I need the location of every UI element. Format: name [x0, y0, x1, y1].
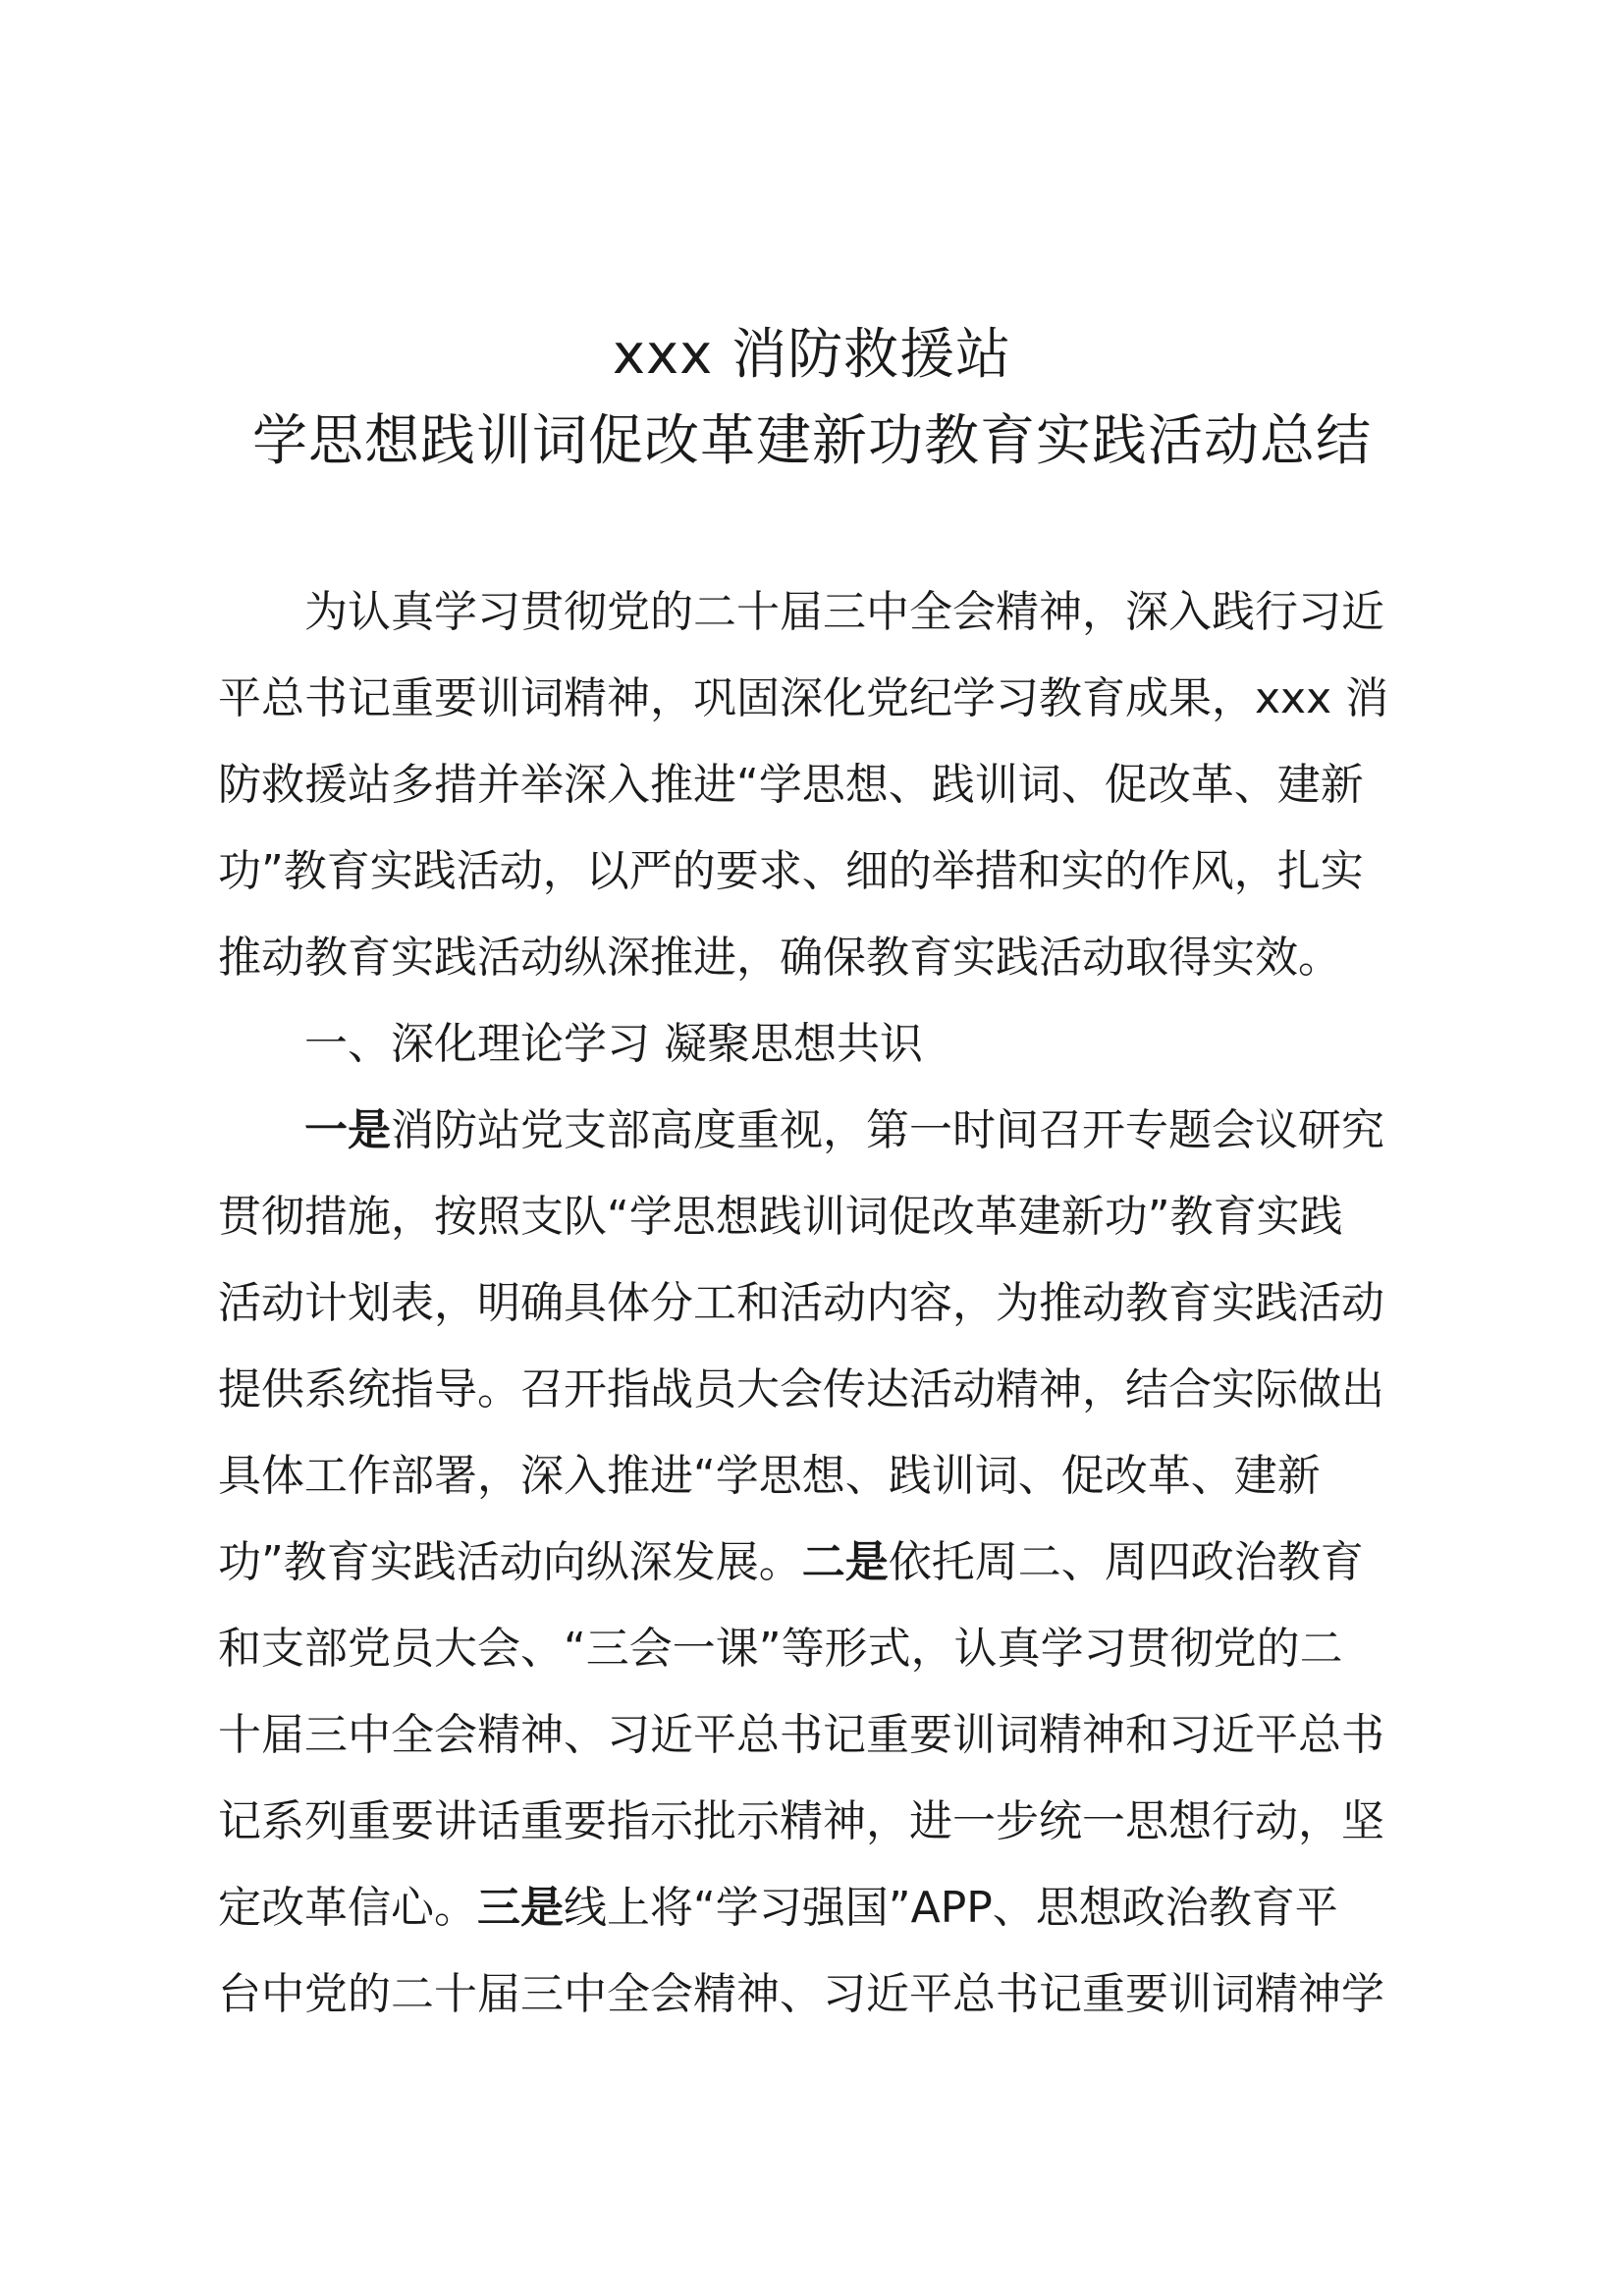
intro-line-3: 防救援站多措并举深入推进“学思想、践训词、促改革、建新	[218, 760, 1364, 810]
title-line-subject: 学思想践训词促改革建新功教育实践活动总结	[252, 409, 1372, 473]
section1-line-3: 活动计划表，明确具体分工和活动内容，为推动教育实践活动	[218, 1278, 1384, 1328]
intro-line-4: 功”教育实践活动，以严的要求、细的举措和实的作风，扎实	[218, 846, 1364, 896]
ordinal-third: 三是	[477, 1883, 564, 1933]
section1-line-1-text: 消防站党支部高度重视，第一时间召开专题会议研究	[391, 1105, 1384, 1155]
section1-line-4: 提供系统指导。召开指战员大会传达活动精神，结合实际做出	[218, 1364, 1384, 1415]
section1-line-10	[218, 1865, 1406, 1951]
ordinal-first: 一是	[304, 1105, 391, 1155]
intro-line-5: 推动教育实践活动纵深推进，确保教育实践活动取得实效。	[218, 933, 1341, 983]
ordinal-second: 二是	[801, 1537, 889, 1587]
intro-line-2: 平总书记重要训词精神，巩固深化党纪学习教育成果，xxx 消	[218, 673, 1389, 723]
section-heading-1: 一、深化理论学习 凝聚思想共识	[304, 1019, 923, 1069]
section1-line-7: 和支部党员大会、“三会一课”等形式，认真学习贯彻党的二	[218, 1624, 1343, 1674]
section1-line-6	[218, 1520, 1406, 1606]
section1-line-6-text: 依托周二、周四政治教育	[888, 1537, 1364, 1587]
document-title	[0, 312, 1624, 485]
section1-line-5: 具体工作部署，深入推进“学思想、践训词、促改革、建新	[218, 1451, 1321, 1501]
section1-line-2: 贯彻措施，按照支队“学思想践训词促改革建新功”教育实践	[218, 1192, 1343, 1242]
section1-line-11: 台中党的二十届三中全会精神、习近平总书记重要训词精神学	[218, 1969, 1384, 2019]
title-line-station: xxx 消防救援站	[612, 323, 1012, 387]
section1-line-8: 十届三中全会精神、习近平总书记重要训词精神和习近平总书	[218, 1710, 1384, 1760]
document-body	[218, 569, 1406, 2038]
section1-line-1	[218, 1088, 1406, 1174]
section1-line-10-text: 线上将“学习强国”APP、思想政治教育平	[564, 1883, 1338, 1933]
intro-line-1: 为认真学习贯彻党的二十届三中全会精神，深入践行习近	[304, 587, 1384, 637]
section1-line-6-pre: 功”教育实践活动向纵深发展。	[218, 1537, 802, 1587]
section1-line-9: 记系列重要讲话重要指示批示精神，进一步统一思想行动，坚	[218, 1796, 1384, 1846]
section1-line-10-pre: 定改革信心。	[218, 1883, 477, 1933]
